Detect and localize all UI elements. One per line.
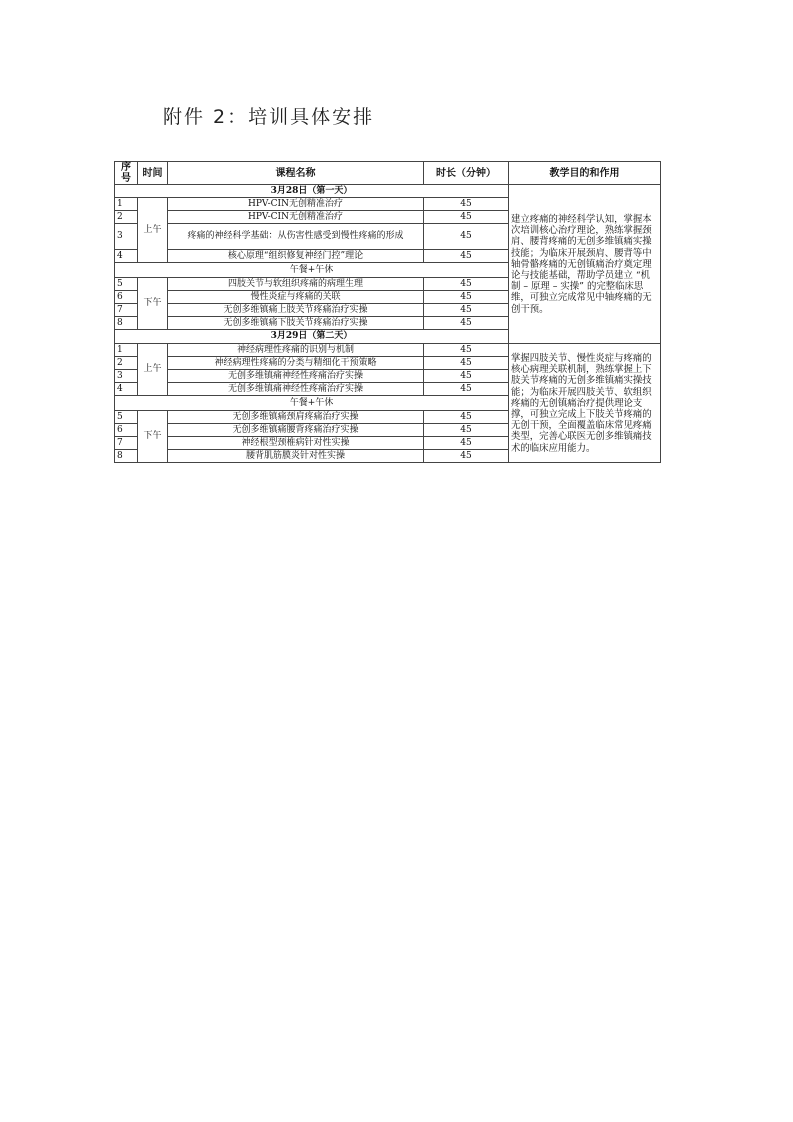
purpose-text: 掌握四肢关节、慢性炎症与疼痛的核心病理关联机制，熟练掌握上下肢关节疼痛的无创多维镇痛实操技能；为临床开展四肢关节、软组织疼痛的无创镇痛治疗提供理论支撑，可独立完成上下肢关节疼痛的无创干预，全面覆盖临床常见疼痛类型，完善心联医无创多维镇痛技术的临床应用能力。 bbox=[509, 344, 661, 463]
row-number: 8 bbox=[115, 317, 138, 330]
header-purpose: 教学目的和作用 bbox=[509, 162, 661, 185]
course-name: 无创多维镇痛神经性疼痛治疗实操 bbox=[168, 383, 424, 396]
row-number: 2 bbox=[115, 357, 138, 370]
row-number: 2 bbox=[115, 211, 138, 224]
table-header-row bbox=[115, 162, 661, 185]
duration-value: 45 bbox=[424, 383, 509, 396]
row-number: 6 bbox=[115, 424, 138, 437]
row-number: 3 bbox=[115, 224, 138, 250]
duration-value: 45 bbox=[424, 357, 509, 370]
lunch-break-label: 午餐+午休 bbox=[115, 396, 509, 411]
row-number: 4 bbox=[115, 250, 138, 263]
row-number: 1 bbox=[115, 344, 138, 357]
row-number: 6 bbox=[115, 291, 138, 304]
header-course: 课程名称 bbox=[168, 162, 424, 185]
row-number: 4 bbox=[115, 383, 138, 396]
course-name: HPV-CIN无创精准治疗 bbox=[168, 211, 424, 224]
duration-value: 45 bbox=[424, 224, 509, 250]
course-name: 神经病理性疼痛的识别与机制 bbox=[168, 344, 424, 357]
duration-value: 45 bbox=[424, 450, 509, 463]
duration-value: 45 bbox=[424, 317, 509, 330]
course-name: 无创多维镇痛腰背疼痛治疗实操 bbox=[168, 424, 424, 437]
purpose-text: 建立疼痛的神经科学认知，掌握本次培训核心治疗理论，熟练掌握颈肩、腰背疼痛的无创多维镇痛实操技能；为临床开展颈肩、腰背等中轴骨骼疼痛的无创镇痛治疗奠定理论与技能基础，帮助学员建立 “机制 – 原理 – 实操” 的完整临床思维，可独立完成常见中轴疼痛的无创干预。 bbox=[509, 185, 661, 344]
duration-value: 45 bbox=[424, 250, 509, 263]
row-number: 7 bbox=[115, 304, 138, 317]
duration-value: 45 bbox=[424, 370, 509, 383]
course-name: 神经根型颈椎病针对性实操 bbox=[168, 437, 424, 450]
duration-value: 45 bbox=[424, 211, 509, 224]
course-name: 疼痛的神经科学基础：从伤害性感受到慢性疼痛的形成 bbox=[168, 224, 424, 250]
duration-value: 45 bbox=[424, 198, 509, 211]
row-number: 3 bbox=[115, 370, 138, 383]
duration-value: 45 bbox=[424, 278, 509, 291]
duration-value: 45 bbox=[424, 424, 509, 437]
session-label: 下午 bbox=[138, 278, 168, 330]
duration-value: 45 bbox=[424, 291, 509, 304]
training-schedule-table bbox=[114, 161, 661, 463]
course-name: 无创多维镇痛上肢关节疼痛治疗实操 bbox=[168, 304, 424, 317]
course-name: 神经病理性疼痛的分类与精细化干预策略 bbox=[168, 357, 424, 370]
course-name: 无创多维镇痛神经性疼痛治疗实操 bbox=[168, 370, 424, 383]
course-name: 核心原理“组织修复神经门控”理论 bbox=[168, 250, 424, 263]
day-date-label: 3月29日（第二天） bbox=[115, 330, 509, 344]
lunch-break-label: 午餐+午休 bbox=[115, 263, 509, 278]
row-number: 5 bbox=[115, 278, 138, 291]
header-seq: 序号 bbox=[115, 162, 138, 185]
course-name: HPV-CIN无创精准治疗 bbox=[168, 198, 424, 211]
session-label: 上午 bbox=[138, 198, 168, 263]
day-date-label: 3月28日（第一天） bbox=[115, 185, 509, 198]
header-time: 时间 bbox=[138, 162, 168, 185]
row-number: 1 bbox=[115, 198, 138, 211]
duration-value: 45 bbox=[424, 304, 509, 317]
page-heading: 附件 2：培训具体安排 bbox=[163, 106, 375, 128]
row-number: 7 bbox=[115, 437, 138, 450]
table-row bbox=[115, 344, 661, 357]
duration-value: 45 bbox=[424, 411, 509, 424]
day-row bbox=[115, 185, 661, 198]
course-name: 无创多维镇痛下肢关节疼痛治疗实操 bbox=[168, 317, 424, 330]
session-label: 上午 bbox=[138, 344, 168, 396]
header-duration: 时长（分钟） bbox=[424, 162, 509, 185]
row-number: 8 bbox=[115, 450, 138, 463]
duration-value: 45 bbox=[424, 437, 509, 450]
row-number: 5 bbox=[115, 411, 138, 424]
course-name: 慢性炎症与疼痛的关联 bbox=[168, 291, 424, 304]
course-name: 四肢关节与软组织疼痛的病理生理 bbox=[168, 278, 424, 291]
session-label: 下午 bbox=[138, 411, 168, 463]
course-name: 无创多维镇痛颈肩疼痛治疗实操 bbox=[168, 411, 424, 424]
duration-value: 45 bbox=[424, 344, 509, 357]
course-name: 腰背肌筋膜炎针对性实操 bbox=[168, 450, 424, 463]
